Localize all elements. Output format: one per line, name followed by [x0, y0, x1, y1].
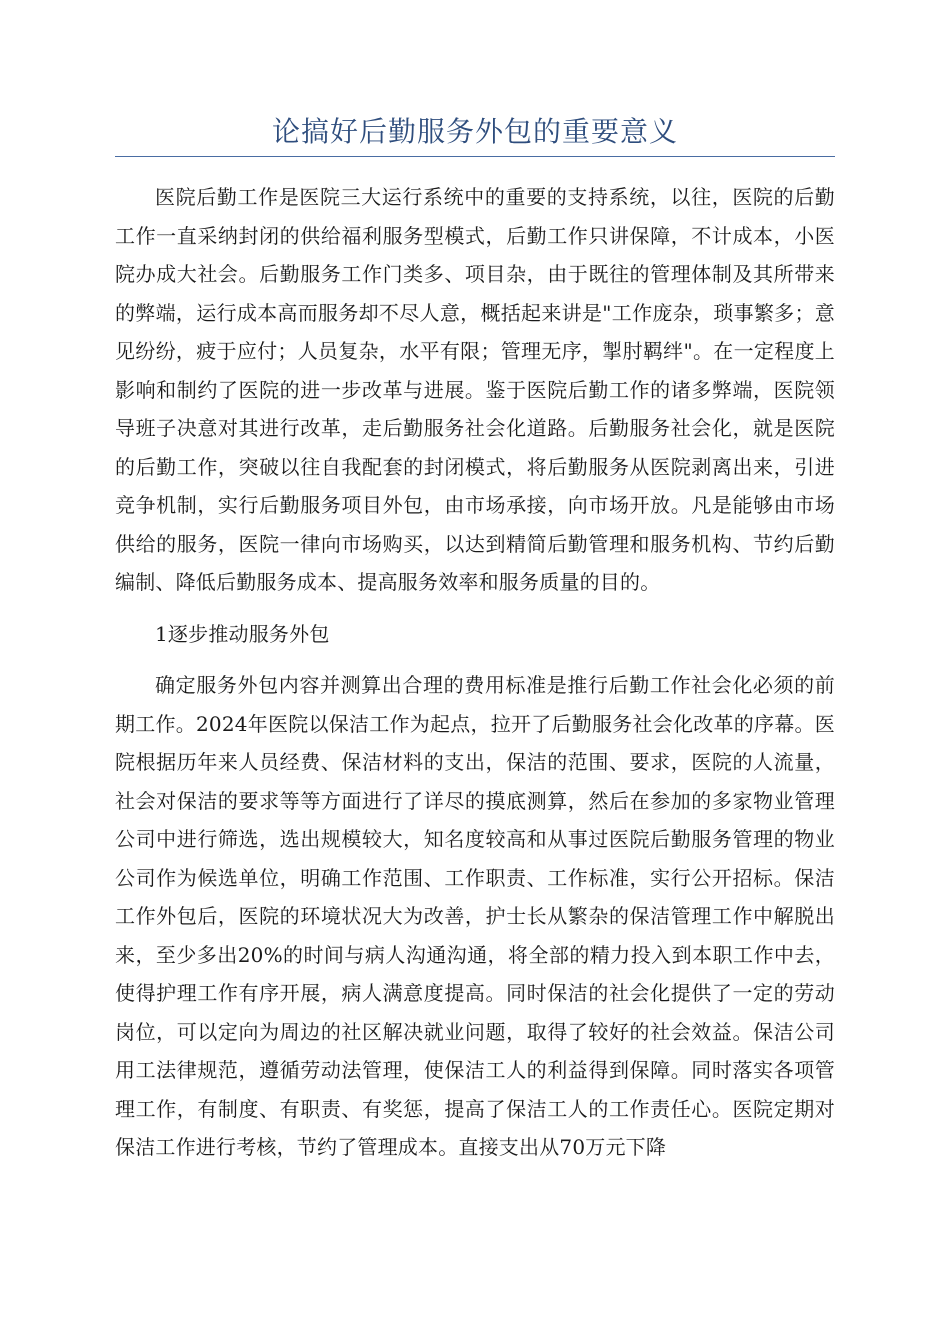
title-block [115, 112, 835, 157]
paragraph-outsourcing: 确定服务外包内容并测算出合理的费用标准是推行后勤工作社会化必须的前期工作。2024年医院以保洁工作为起点，拉开了后勤服务社会化改革的序幕。医院根据历年来人员经费、保洁材料的支出，保洁的范围、要求，医院的人流量，社会对保洁的要求等等方面进行了详尽的摸底测算，然后在参加的多家物业管理公司中进行筛选，选出规模较大，知名度较高和从事过医院后勤服务管理的物业公司作为候选单位，明确工作范围、工作职责、工作标准，实行公开招标。保洁工作外包后，医院的环境状况大为改善，护士长从繁杂的保洁管理工作中解脱出来，至少多出20%的时间与病人沟通沟通，将全部的精力投入到本职工作中去，使得护理工作有序开展，病人满意度提高。同时保洁的社会化提供了一定的劳动岗位，可以定向为周边的社区解决就业问题，取得了较好的社会效益。保洁公司用工法律规范，遵循劳动法管理，使保洁工人的利益得到保障。同时落实各项管理工作，有制度、有职责、有奖惩，提高了保洁工人的工作责任心。医院定期对保洁工作进行考核，节约了管理成本。直接支出从70万元下降 [115, 673, 835, 1159]
document-body [115, 178, 835, 1167]
paragraph-gap [115, 653, 835, 666]
paragraph-intro: 医院后勤工作是医院三大运行系统中的重要的支持系统，以往，医院的后勤工作一直采纳封闭的供给福利服务型模式，后勤工作只讲保障，不计成本，小医院办成大社会。后勤服务工作门类多、项目杂，由于既往的管理体制及其所带来的弊端，运行成本高而服务却不尽人意，概括起来讲是"工作庞杂，琐事繁多；意见纷纷，疲于应付；人员复杂，水平有限；管理无序，掣肘羁绊"。在一定程度上影响和制约了医院的进一步改革与进展。鉴于医院后勤工作的诸多弊端，医院领导班子决意对其进行改革，走后勤服务社会化道路。后勤服务社会化，就是医院的后勤工作，突破以往自我配套的封闭模式，将后勤服务从医院剥离出来，引进竞争机制，实行后勤服务项目外包，由市场承接，向市场开放。凡是能够由市场供给的服务，医院一律向市场购买，以达到精简后勤管理和服务机构、节约后勤编制、降低后勤服务成本、提高服务效率和服务质量的目的。 [115, 185, 835, 594]
page-title: 论搞好后勤服务外包的重要意义 [271, 115, 678, 148]
section-heading: 1逐步推动服务外包 [155, 621, 330, 646]
paragraph-gap [115, 602, 835, 615]
